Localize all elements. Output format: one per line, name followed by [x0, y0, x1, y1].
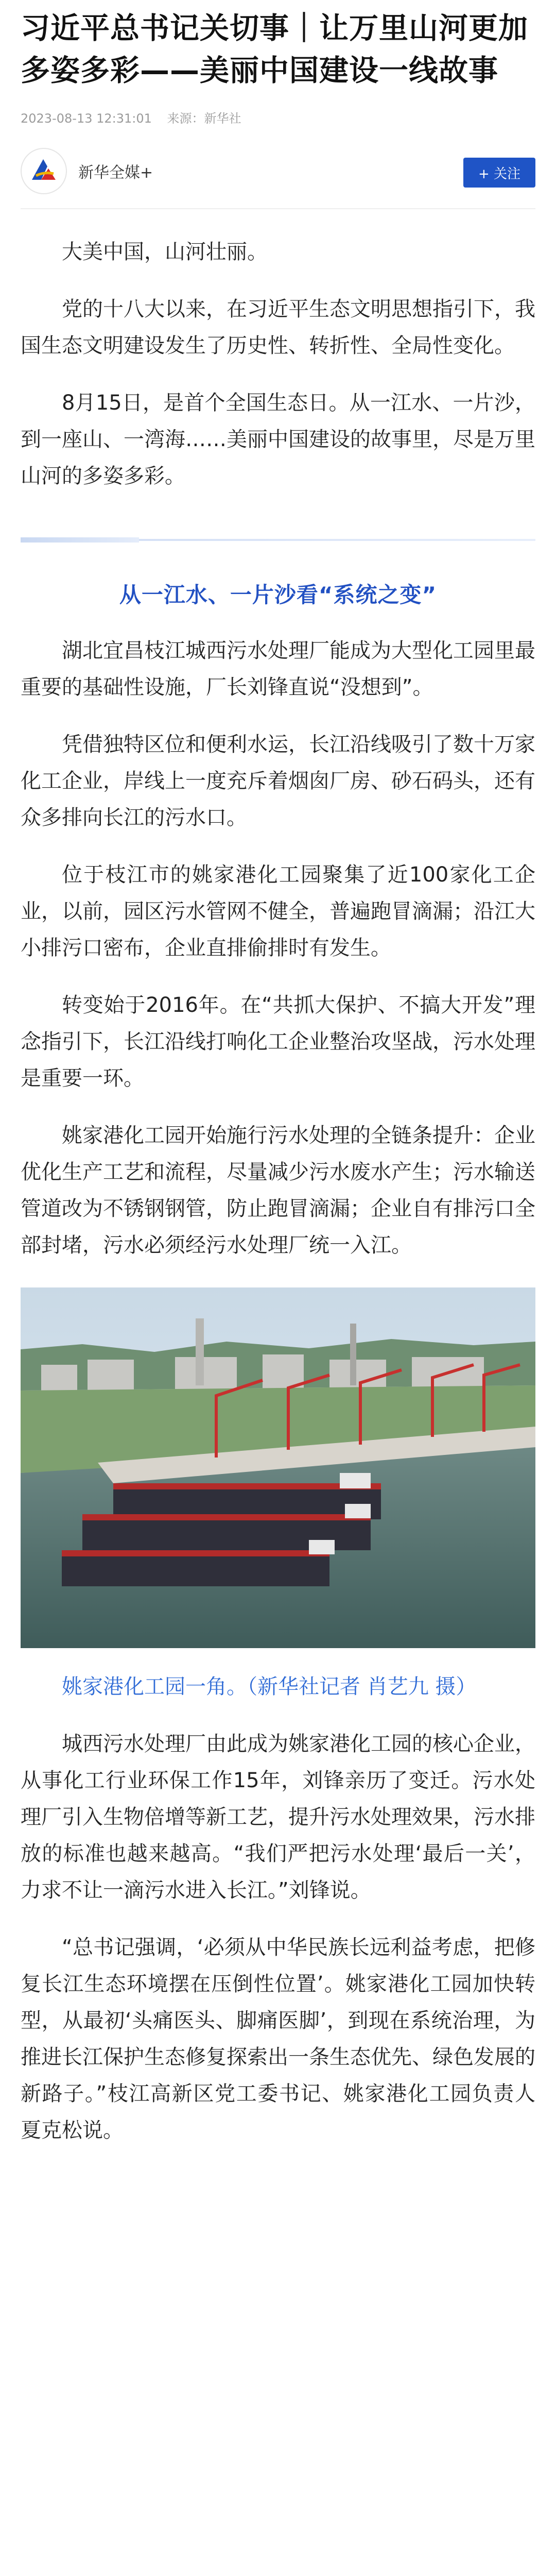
- article-photo[interactable]: [21, 1287, 535, 1648]
- article-source: 来源：新华社: [167, 111, 241, 126]
- xinhua-logo-icon[interactable]: [21, 148, 67, 194]
- section-heading: 从一江水、一片沙看“系统之变”: [119, 582, 437, 607]
- body-paragraph: 姚家港化工园开始施行污水处理的全链条提升：企业优化生产工艺和流程，尽量减少污水废水产生；污水输送管道改为不锈钢钢管，防止跑冒滴漏；企业自有排污口全部封堵，污水必须经污水处理厂统一入江。: [21, 1124, 535, 1257]
- photo-caption: 姚家港化工园一角。（新华社记者 肖艺九 摄）: [62, 1675, 477, 1699]
- article-meta: [0, 92, 556, 129]
- intro-paragraph: 8月15日，是首个全国生态日。从一江水、一片沙，到一座山、一湾海……美丽中国建设的故事里，尽是万里山河的多姿多彩。: [21, 391, 535, 488]
- body-paragraph: 转变始于2016年。在“共抓大保护、不搞大开发”理念指引下，长江沿线打响化工企业整治攻坚战，污水处理是重要一环。: [21, 993, 535, 1090]
- body-paragraph: 凭借独特区位和便利水运，长江沿线吸引了数十万家化工企业，岸线上一度充斥着烟囱厂房、砂石码头，还有众多排向长江的污水口。: [21, 733, 535, 829]
- body-paragraph: 城西污水处理厂由此成为姚家港化工园的核心企业，从事化工行业环保工作15年，刘锋亲历了变迁。污水处理厂引入生物倍增等新工艺，提升污水处理效果，污水排放的标准也越来越高。“我们严把污水处理‘最后一关’，力求不让一滴污水进入长江。”刘锋说。: [21, 1732, 535, 1902]
- body-paragraph: 湖北宜昌枝江城西污水处理厂能成为大型化工园里最重要的基础性设施，厂长刘锋直说“没想到”。: [21, 639, 535, 699]
- body-paragraph: “总书记强调，‘必须从中华民族长远利益考虑，把修复长江生态环境摆在压倒性位置’。姚家港化工园加快转型，从最初‘头痛医头、脚痛医脚’，到现在系统治理，为推进长江保护生态修复探索出一条生态优先、绿色发展的新路子。”枝江高新区党工委书记、姚家港化工园负责人夏克松说。: [21, 1936, 535, 2142]
- author-name[interactable]: 新华全媒+: [78, 164, 153, 182]
- article-title: 习近平总书记关切事｜让万里山河更加多姿多彩——美丽中国建设一线故事: [21, 11, 528, 88]
- body-paragraph: 位于枝江市的姚家港化工园聚集了近100家化工企业，以前，园区污水管网不健全，普遍跑冒滴漏；沿江大小排污口密布，企业直排偷排时有发生。: [21, 863, 535, 960]
- publish-time: 2023-08-13 12:31:01: [21, 111, 152, 126]
- intro-paragraph: 大美中国，山河壮丽。: [62, 240, 268, 264]
- intro-paragraph: 党的十八大以来，在习近平生态文明思想指引下，我国生态文明建设发生了历史性、转折性、全局性变化。: [21, 297, 535, 358]
- section-divider: [21, 539, 535, 541]
- follow-button[interactable]: + 关注: [463, 158, 535, 188]
- xinhua-logo-graphic: [26, 153, 62, 189]
- author-bar: [0, 145, 556, 197]
